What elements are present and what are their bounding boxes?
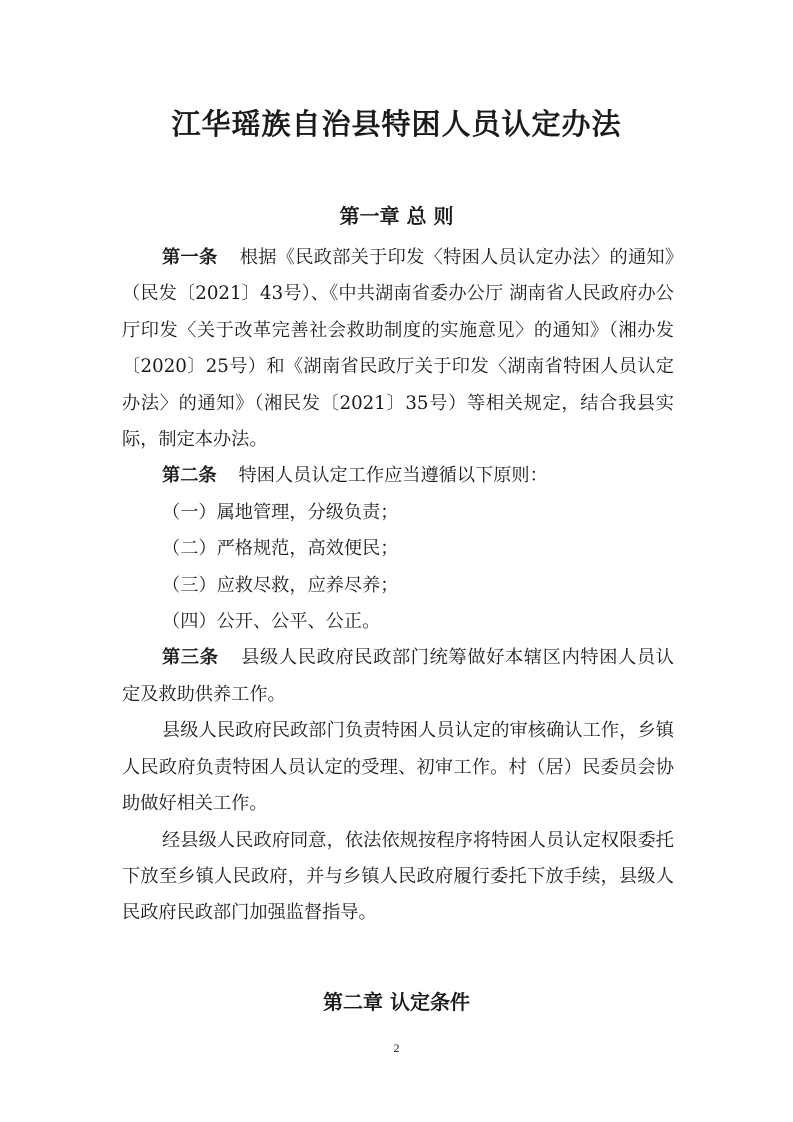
principle-text: （二）严格规范，高效便民； — [162, 538, 399, 560]
article-text: 根据《民政部关于印发〈特困人员认定办法〉的通知》（民发〔2021〕43号）、《中共湖南省委办公厅 湖南省人民政府办公厅印发〈关于改革完善社会救助制度的实施意见〉的通知》（湘办发〔2020〕25号）和《湖南省民政厅关于印发〈湖南省特困人员认定办法〉的通知》（湘民发〔2021〕35号）等相关规定，结合我县实际，制定本办法。 — [122, 247, 674, 451]
chapter-heading-1: 第一章 总 则 — [339, 204, 454, 228]
page-number: 2 — [393, 1041, 400, 1055]
body-paragraph — [122, 823, 674, 932]
principle-item — [122, 495, 674, 531]
article-text: 县级人民政府民政部门统筹做好本辖区内特困人员认定及救助供养工作。 — [122, 647, 674, 705]
principle-text: （一）属地管理，分级负责； — [162, 501, 399, 523]
paragraph-text: 县级人民政府民政部门负责特困人员认定的审核确认工作，乡镇人民政府负责特困人员认定的受理、初审工作。村（居）民委员会协助做好相关工作。 — [122, 720, 674, 815]
principle-item — [122, 531, 674, 567]
body-text — [122, 240, 674, 932]
article-number: 第三条 — [162, 647, 219, 669]
principle-text: （四）公开、公平、公正。 — [162, 611, 381, 633]
chapter-heading-2: 第二章 认定条件 — [323, 990, 470, 1014]
article-text: 特困人员认定工作应当遵循以下原则： — [238, 465, 548, 487]
document-title: 江华瑶族自治县特困人员认定办法 — [171, 107, 622, 141]
article-1-paragraph — [122, 240, 674, 458]
article-3-paragraph — [122, 640, 674, 713]
article-number: 第二条 — [162, 465, 217, 487]
principle-item — [122, 568, 674, 604]
paragraph-text: 经县级人民政府同意，依法依规按程序将特困人员认定权限委托下放至乡镇人民政府，并与乡镇人民政府履行委托下放手续，县级人民政府民政部门加强监督指导。 — [122, 829, 674, 924]
body-paragraph — [122, 713, 674, 822]
article-number: 第一条 — [162, 247, 218, 268]
principle-item — [122, 604, 674, 640]
principle-text: （三）应救尽救，应养尽养； — [162, 574, 399, 596]
article-2-paragraph — [122, 458, 674, 494]
